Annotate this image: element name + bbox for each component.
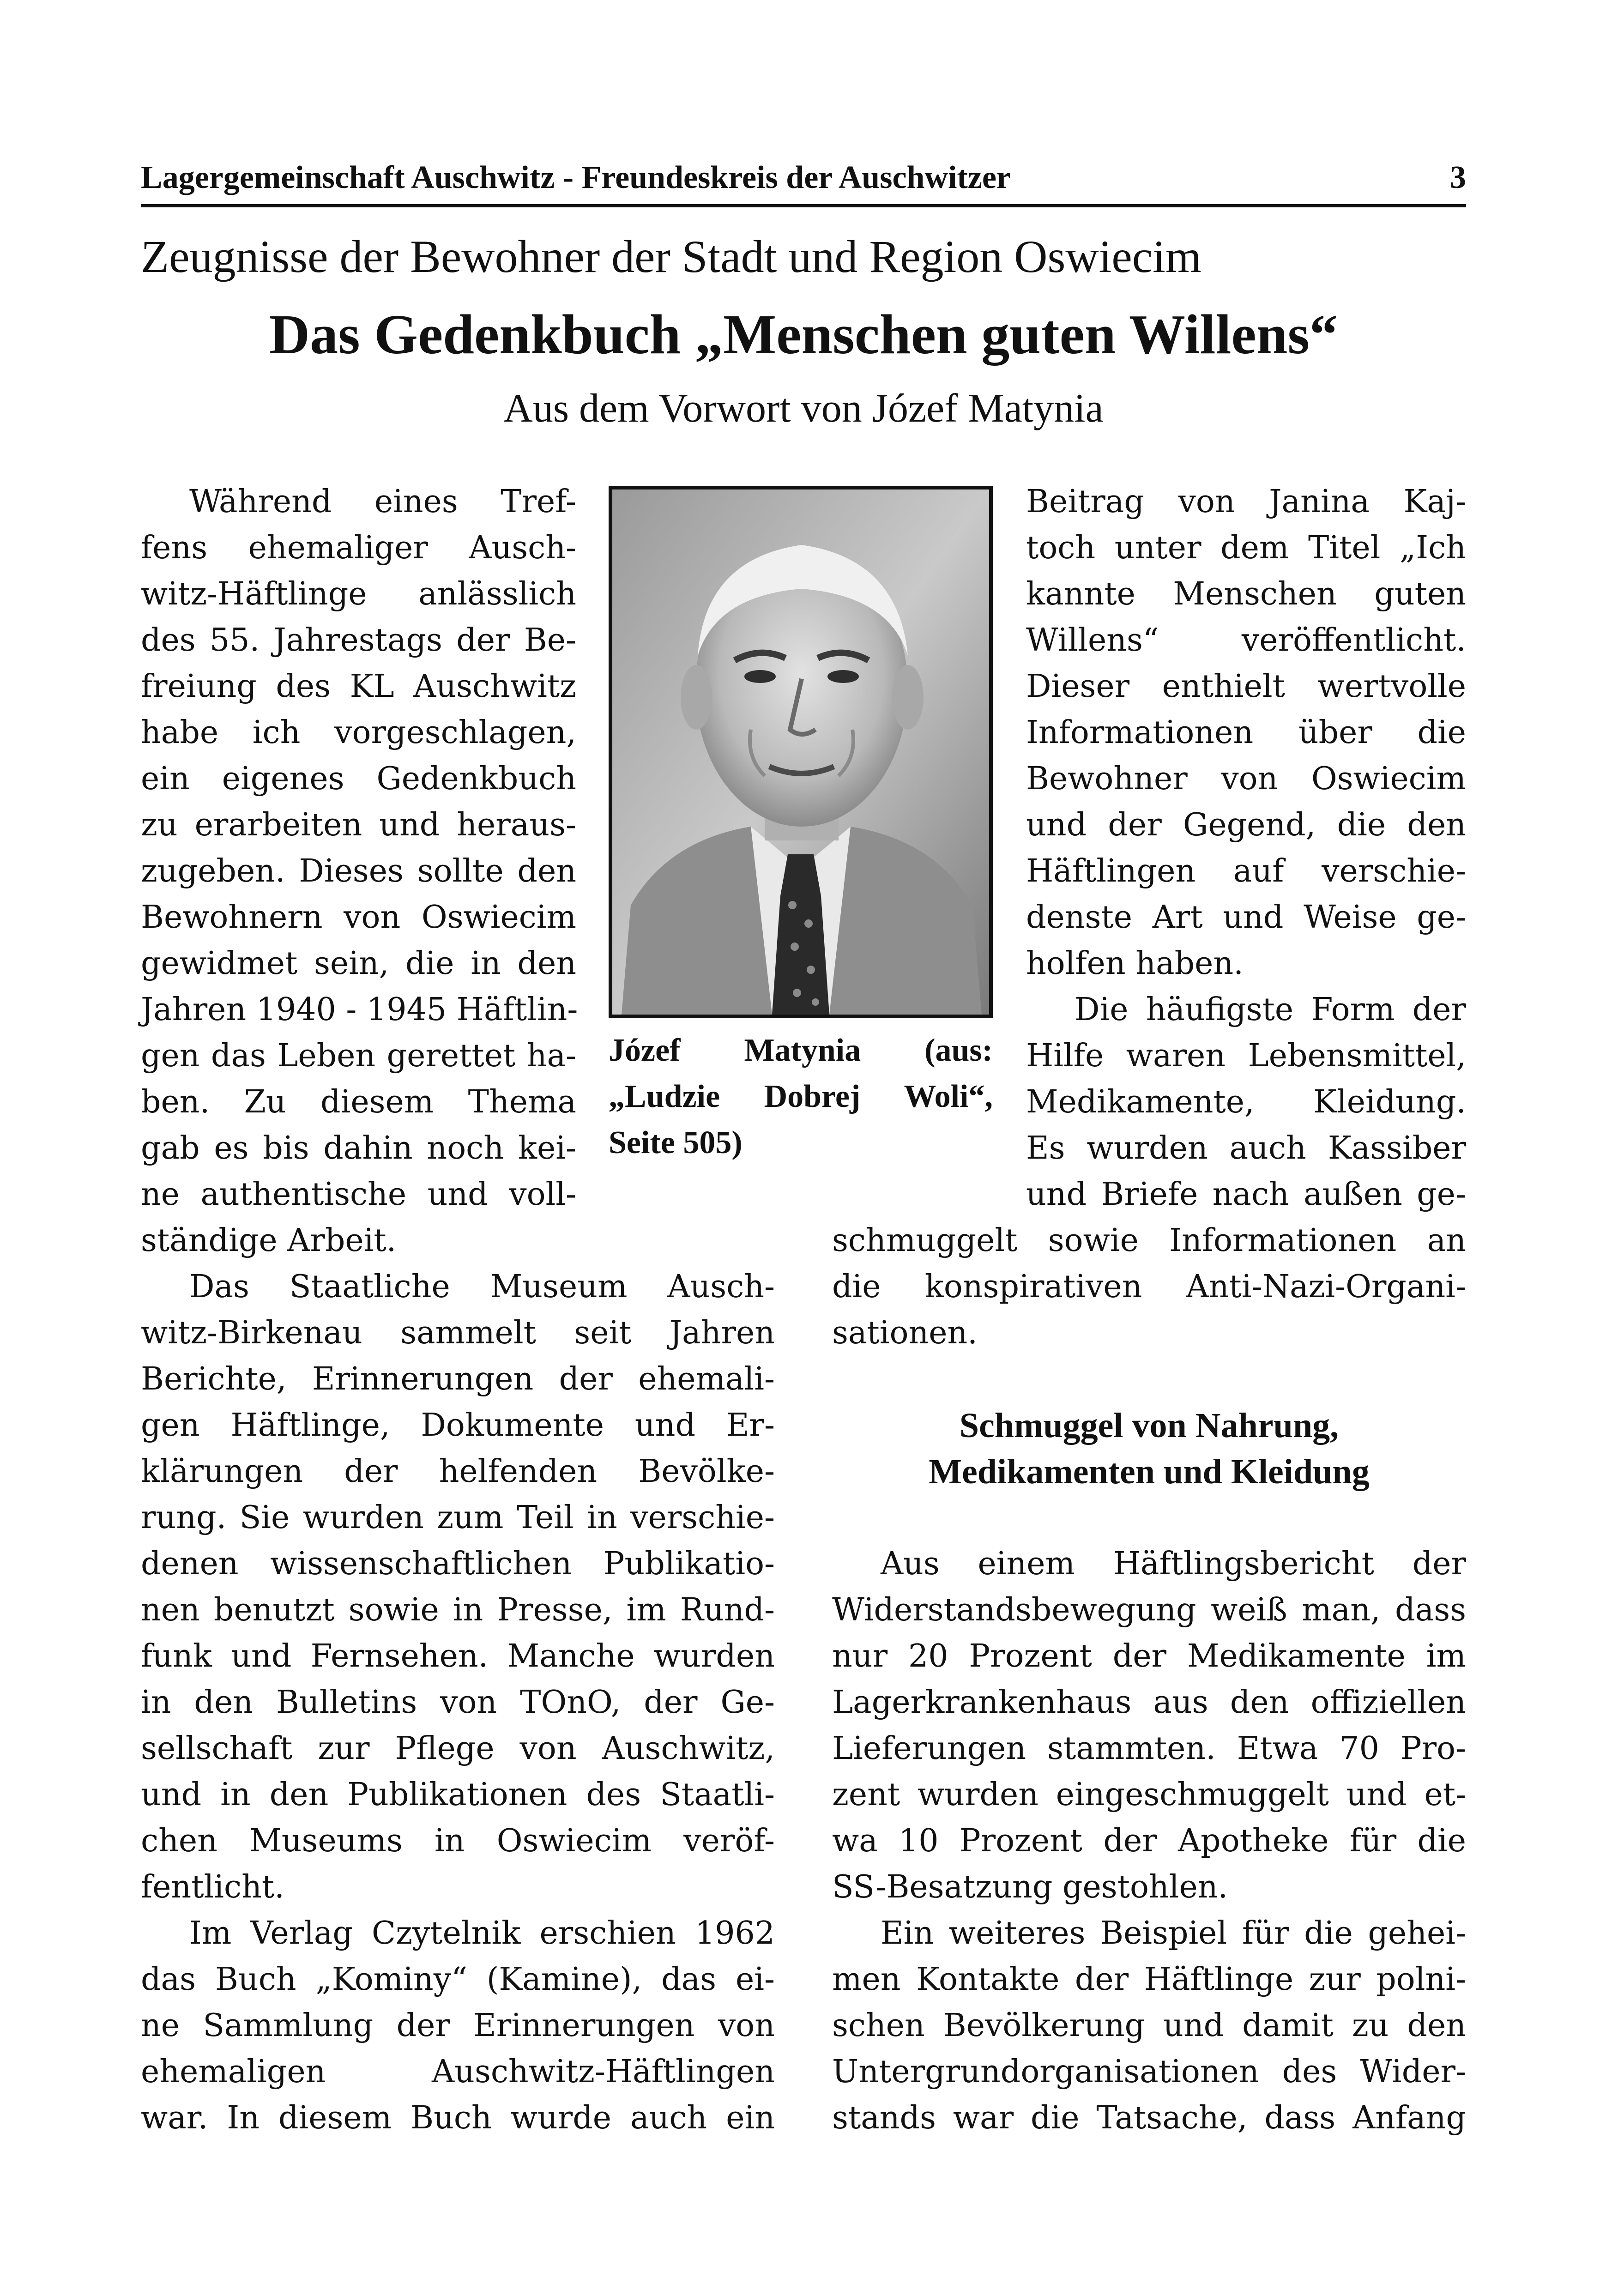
body-text-line: nur 20 Prozent der Medikamente im <box>832 1638 1466 1674</box>
body-text-line: Während eines Tref- <box>189 483 576 520</box>
body-text-line: schmuggelt sowie Informationen an <box>832 1222 1466 1259</box>
body-text-line: witz-Birkenau sammelt seit Jahren <box>141 1315 775 1351</box>
body-text-line: Bewohner von Oswiecim <box>1026 761 1466 797</box>
body-text-line: gen das Leben gerettet ha- <box>141 1038 576 1074</box>
section-heading-line: Medikamenten und Kleidung <box>929 1452 1370 1491</box>
body-text-line: fentlicht. <box>141 1869 284 1905</box>
article-title: Das Gedenkbuch „Menschen guten Willens“ <box>269 303 1338 366</box>
body-text-line: Bewohnern von Oswiecim <box>141 899 576 936</box>
body-text-line: und Briefe nach außen ge- <box>1026 1176 1466 1213</box>
body-text-line: zu erarbeiten und heraus- <box>141 807 576 843</box>
body-text-line: Das Staatliche Museum Ausch- <box>189 1269 775 1305</box>
body-text-line: Hilfe waren Lebensmittel, <box>1026 1038 1466 1074</box>
photo-caption-line: Józef Matynia (aus: <box>609 1033 993 1068</box>
body-text-line: habe ich vorgeschlagen, <box>141 714 576 751</box>
body-text-line: zugeben. Dieses sollte den <box>141 853 576 889</box>
body-text-line: Medikamente, Kleidung. <box>1026 1084 1466 1120</box>
body-text-line: SS-Besatzung gestohlen. <box>832 1869 1228 1905</box>
body-text-line: klärungen der helfenden Bevölke- <box>141 1453 775 1490</box>
photo-caption-line: „Ludzie Dobrej Woli“, <box>609 1079 993 1114</box>
body-text-line: Dieser enthielt wertvolle <box>1026 668 1466 705</box>
body-text-line: ben. Zu diesem Thema <box>141 1084 576 1120</box>
body-text-line: holfen haben. <box>1026 945 1244 982</box>
body-text-line: kannte Menschen guten <box>1026 576 1466 612</box>
body-text-line: denen wissenschaftlichen Publikatio- <box>141 1546 775 1582</box>
article-kicker: Zeugnisse der Bewohner der Stadt und Region Oswiecim <box>141 231 1201 282</box>
body-text-line: Im Verlag Czytelnik erschien 1962 <box>189 1915 775 1952</box>
body-text-line: gab es bis dahin noch kei- <box>141 1130 576 1166</box>
body-text-line: gen Häftlinge, Dokumente und Er- <box>141 1407 775 1444</box>
article-subtitle: Aus dem Vorwort von Józef Matynia <box>503 386 1104 431</box>
body-text-line: ne Sammlung der Erinnerungen von <box>141 2007 775 2044</box>
body-text-line: fens ehemaliger Ausch- <box>141 530 576 566</box>
body-text-line: rung. Sie wurden zum Teil in verschie- <box>141 1499 775 1536</box>
body-text-line: freiung des KL Auschwitz <box>141 668 576 705</box>
page-number: 3 <box>1450 160 1466 195</box>
body-text-line: Widerstandsbewegung weiß man, dass <box>832 1592 1466 1628</box>
body-text-line: chen Museums in Oswiecim veröf- <box>141 1823 775 1859</box>
body-text-line: des 55. Jahrestags der Be- <box>141 622 576 659</box>
body-text-line: witz-Häftlinge anlässlich <box>141 576 576 612</box>
body-text-line: Willens“ veröffentlicht. <box>1026 622 1466 659</box>
photo-caption-line: Seite 505) <box>609 1125 743 1160</box>
body-text-line: wa 10 Prozent der Apotheke für die <box>832 1823 1466 1859</box>
body-text-line: Es wurden auch Kassiber <box>1026 1130 1466 1166</box>
body-text-line: war. In diesem Buch wurde auch ein <box>141 2100 775 2136</box>
body-text-line: ständige Arbeit. <box>141 1222 397 1259</box>
body-text-line: toch unter dem Titel „Ich <box>1026 530 1466 566</box>
body-text-line: Untergrundorganisationen des Wider- <box>832 2054 1466 2090</box>
body-text-line: Häftlingen auf verschie- <box>1026 853 1466 889</box>
body-text-line: zent wurden eingeschmuggelt und et- <box>832 1776 1466 1813</box>
header-rule <box>141 204 1466 207</box>
body-text-line: funk und Fernsehen. Manche wurden <box>141 1638 775 1674</box>
body-text-line: das Buch „Kominy“ (Kamine), das ei- <box>141 1961 775 1998</box>
body-text-line: Aus einem Häftlingsbericht der <box>881 1546 1466 1582</box>
body-text-line: Ein weiteres Beispiel für die gehei- <box>881 1915 1466 1952</box>
body-text-line: in den Bulletins von TOnO, der Ge- <box>141 1684 775 1721</box>
portrait-photo <box>609 486 993 1018</box>
body-text-line: Informationen über die <box>1026 714 1466 751</box>
body-text-line: Berichte, Erinnerungen der ehemali- <box>141 1361 775 1397</box>
body-text-line: sationen. <box>832 1315 978 1351</box>
body-text-line: und der Gegend, die den <box>1026 807 1466 843</box>
body-text-line: ehemaligen Auschwitz-Häftlingen <box>141 2054 775 2090</box>
portrait-image <box>612 489 989 1015</box>
body-text-line: Jahren 1940 - 1945 Häftlin- <box>141 991 578 1028</box>
body-text-line: Lieferungen stammten. Etwa 70 Pro- <box>832 1730 1466 1767</box>
body-text-line: und in den Publikationen des Staatli- <box>141 1776 775 1813</box>
body-text-line: nen benutzt sowie in Presse, im Rund- <box>141 1592 775 1628</box>
body-text-line: stands war die Tatsache, dass Anfang <box>832 2100 1466 2136</box>
running-header-title: Lagergemeinschaft Auschwitz - Freundeskreis der Auschwitzer <box>141 160 1011 195</box>
body-text-line: gewidmet sein, die in den <box>141 945 576 982</box>
body-text-line: sellschaft zur Pflege von Auschwitz, <box>141 1730 775 1767</box>
body-text-line: ne authentische und voll- <box>141 1176 576 1213</box>
body-text-line: schen Bevölkerung und damit zu den <box>832 2007 1466 2044</box>
body-text-line: ein eigenes Gedenkbuch <box>141 761 576 797</box>
body-text-line: die konspirativen Anti-Nazi-Organi- <box>832 1269 1466 1305</box>
body-text-line: Beitrag von Janina Kaj- <box>1026 483 1466 520</box>
section-heading-line: Schmuggel von Nahrung, <box>959 1406 1339 1445</box>
body-text-line: men Kontakte der Häftlinge zur polni- <box>832 1961 1466 1998</box>
body-text-line: Die häufigste Form der <box>1075 991 1466 1028</box>
body-text-line: denste Art und Weise ge- <box>1026 899 1466 936</box>
body-text-line: Lagerkrankenhaus aus den offiziellen <box>832 1684 1466 1721</box>
